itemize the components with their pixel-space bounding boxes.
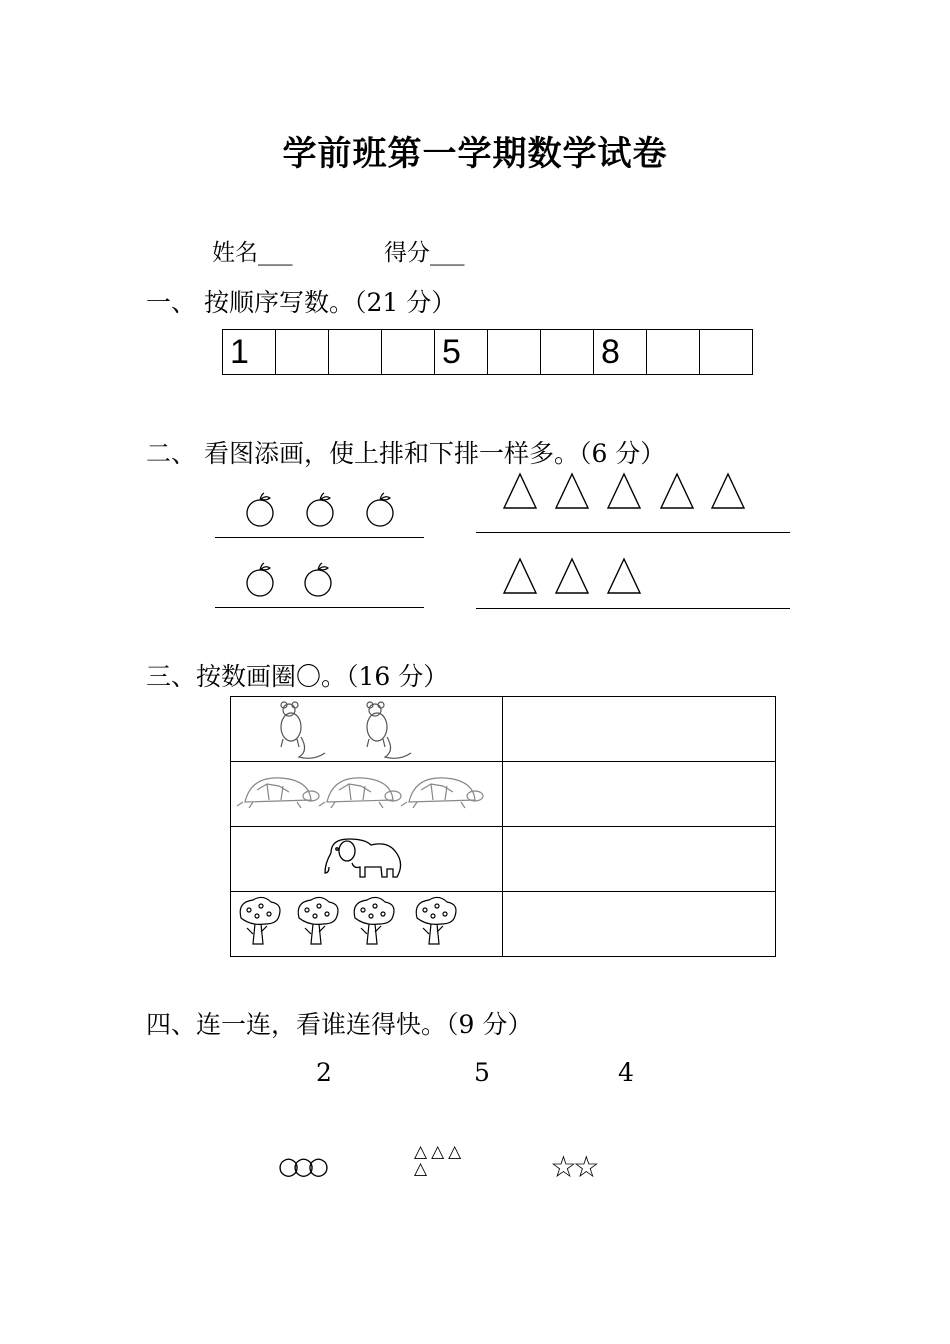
section-1-heading: 一、 按顺序写数。（21 分）	[146, 288, 457, 317]
triangles-bottom-row	[476, 555, 790, 599]
answer-line[interactable]	[215, 537, 424, 538]
section-4-heading: 四、连一连，看谁连得快。（9 分）	[146, 1010, 533, 1039]
answer-cell[interactable]	[503, 892, 776, 957]
sequence-table	[222, 329, 753, 375]
turtle-icon	[401, 778, 483, 808]
apples-top-row	[214, 490, 426, 540]
match-number[interactable]: 2	[316, 1058, 332, 1087]
triangle-icon	[504, 474, 536, 508]
triangle-icon	[504, 559, 536, 593]
apple-icon	[307, 493, 333, 526]
turtles-cell	[231, 762, 503, 827]
apples-bottom-row	[214, 560, 426, 610]
elephant-cell	[231, 827, 503, 892]
triangle-icon	[712, 474, 744, 508]
apple-icon	[367, 493, 393, 526]
triangle-icon	[608, 559, 640, 593]
page-title: 学前班第一学期数学试卷	[282, 134, 668, 174]
sequence-cell[interactable]	[647, 330, 700, 375]
triangles-icon[interactable]: △△△△	[414, 1142, 466, 1179]
sequence-cell[interactable]: 5	[435, 330, 488, 375]
sequence-cell[interactable]	[488, 330, 541, 375]
tree-icon	[354, 897, 394, 944]
section-2-heading: 二、 看图添画，使上排和下排一样多。（6 分）	[146, 439, 666, 468]
triangles-top-row	[476, 470, 790, 514]
apple-icon	[247, 493, 273, 526]
apple-icon	[247, 563, 273, 596]
circles-icon[interactable]: ○○○	[278, 1152, 323, 1180]
turtle-icon	[237, 778, 319, 808]
tree-icon	[298, 897, 338, 944]
answer-line[interactable]	[476, 608, 790, 609]
section-3-heading: 三、按数画圈〇。（16 分）	[146, 662, 449, 691]
sequence-cell[interactable]	[276, 330, 329, 375]
answer-cell[interactable]	[503, 827, 776, 892]
triangle-icon	[661, 474, 693, 508]
sequence-cell[interactable]	[329, 330, 382, 375]
name-field-label: 姓名___	[212, 240, 293, 266]
sequence-cell[interactable]	[700, 330, 753, 375]
apple-icon	[305, 563, 331, 596]
sequence-cell[interactable]	[541, 330, 594, 375]
match-number[interactable]: 4	[618, 1058, 634, 1087]
answer-line[interactable]	[476, 532, 790, 533]
mouse-icon	[367, 702, 411, 758]
elephant-icon	[325, 839, 401, 877]
count-table	[230, 696, 776, 957]
mouse-icon	[281, 702, 325, 758]
turtle-icon	[319, 778, 401, 808]
trees-cell	[231, 892, 503, 957]
sequence-cell[interactable]: 1	[223, 330, 276, 375]
answer-cell[interactable]	[503, 697, 776, 762]
sequence-cell[interactable]: 8	[594, 330, 647, 375]
tree-icon	[240, 897, 280, 944]
tree-icon	[416, 897, 456, 944]
mice-cell	[231, 697, 503, 762]
triangle-icon	[556, 474, 588, 508]
answer-cell[interactable]	[503, 762, 776, 827]
stars-icon[interactable]: ☆☆	[550, 1150, 596, 1185]
triangle-icon	[556, 559, 588, 593]
sequence-cell[interactable]	[382, 330, 435, 375]
answer-line[interactable]	[215, 607, 424, 608]
triangle-icon	[608, 474, 640, 508]
score-field-label: 得分___	[384, 240, 465, 266]
match-number[interactable]: 5	[474, 1058, 490, 1087]
